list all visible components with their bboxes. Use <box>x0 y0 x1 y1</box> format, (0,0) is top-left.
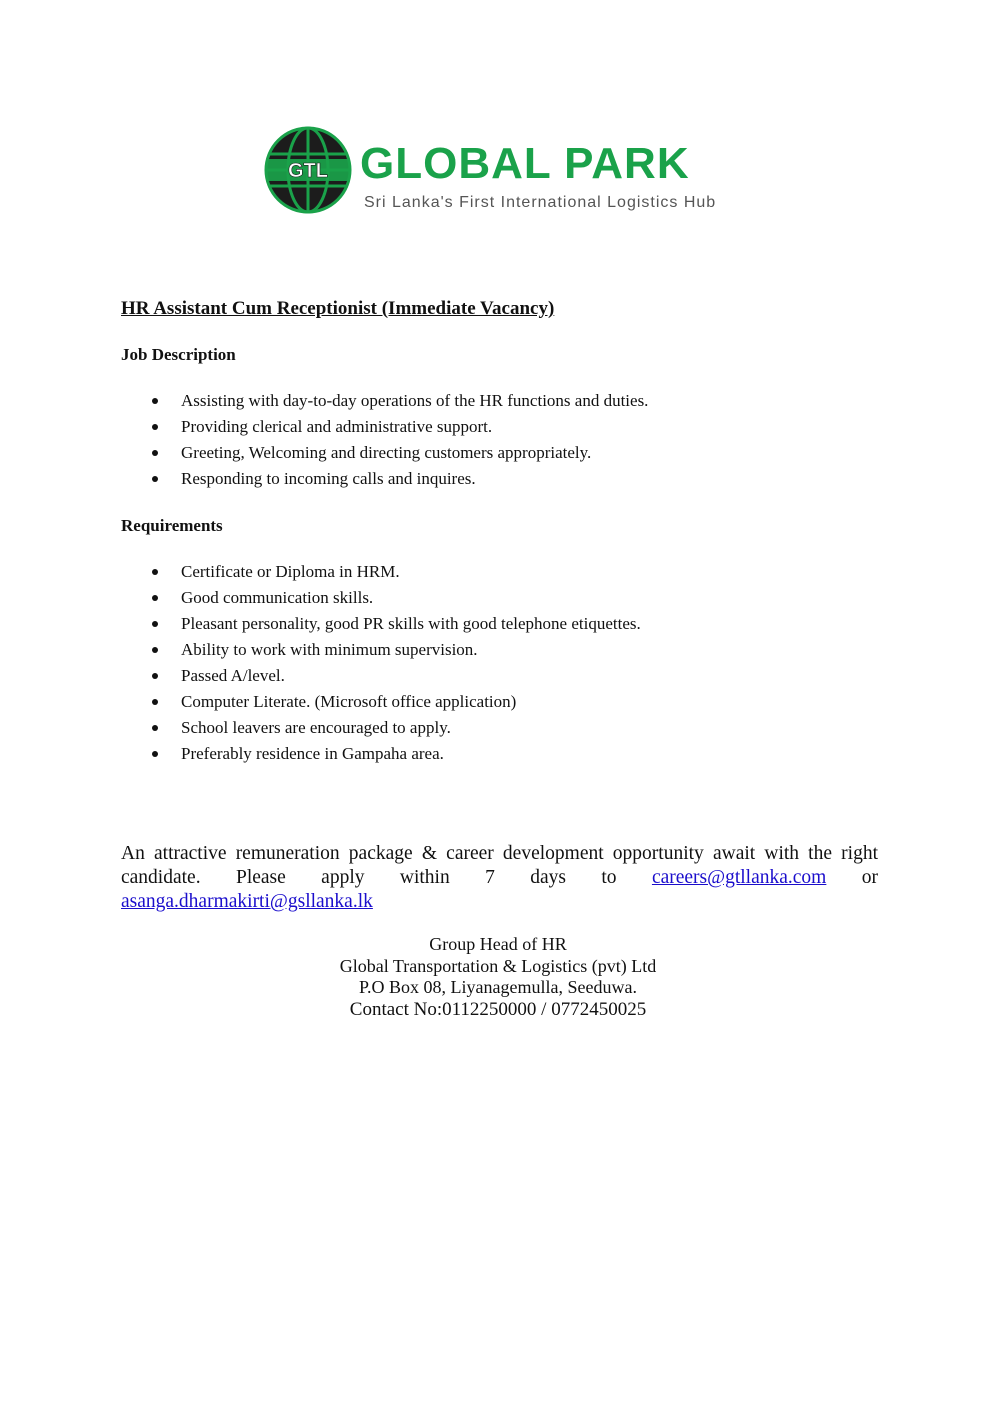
list-item: Responding to incoming calls and inquires. <box>150 466 648 492</box>
list-item: Certificate or Diploma in HRM. <box>150 559 641 585</box>
requirements-heading: Requirements <box>121 516 223 535</box>
list-item: Providing clerical and administrative support. <box>150 414 648 440</box>
bullet-icon <box>152 725 158 731</box>
svg-text:GTL: GTL <box>288 160 328 182</box>
bullet-icon <box>152 647 158 653</box>
closing-connector: or <box>826 867 878 888</box>
list-item: Assisting with day-to-day operations of the HR functions and duties. <box>150 388 648 414</box>
bullet-icon <box>152 621 158 627</box>
list-item: Greeting, Welcoming and directing customers appropriately. <box>150 440 648 466</box>
signature-block <box>0 934 996 1020</box>
closing-line-1: An attractive remuneration package & career development opportunity await with the right <box>121 843 878 864</box>
signature-address: P.O Box 08, Liyanagemulla, Seeduwa. <box>359 977 637 997</box>
bullet-icon <box>152 398 158 404</box>
list-item: Ability to work with minimum supervision. <box>150 637 641 663</box>
job-description-list <box>150 388 648 492</box>
logo-tagline: Sri Lanka's First International Logistics Hub <box>364 194 717 211</box>
bullet-icon <box>152 569 158 575</box>
globe-icon <box>262 124 354 216</box>
bullet-icon <box>152 476 158 482</box>
careers-email-link[interactable]: careers@gtllanka.com <box>651 867 827 888</box>
bullet-icon <box>152 450 158 456</box>
list-item: Good communication skills. <box>150 585 641 611</box>
company-logo <box>262 124 742 220</box>
bullet-icon <box>152 751 158 757</box>
list-item: Computer Literate. (Microsoft office application) <box>150 689 641 715</box>
list-item: Pleasant personality, good PR skills with good telephone etiquettes. <box>150 611 641 637</box>
bullet-icon <box>152 595 158 601</box>
list-item: School leavers are encouraged to apply. <box>150 715 641 741</box>
hr-email-link[interactable]: asanga.dharmakirti@gsllanka.lk <box>121 891 373 912</box>
bullet-icon <box>152 673 158 679</box>
logo-name: GLOBAL PARK <box>360 139 690 188</box>
signature-role: Group Head of HR <box>429 934 567 954</box>
signature-company: Global Transportation & Logistics (pvt) Ltd <box>339 955 657 976</box>
job-description-heading: Job Description <box>121 345 236 364</box>
requirements-list <box>150 559 641 767</box>
closing-paragraph <box>121 842 878 914</box>
bullet-icon <box>152 424 158 430</box>
list-item: Passed A/level. <box>150 663 641 689</box>
job-title: HR Assistant Cum Receptionist (Immediate Vacancy) <box>121 298 555 319</box>
list-item: Preferably residence in Gampaha area. <box>150 741 641 767</box>
bullet-icon <box>152 699 158 705</box>
closing-line-2: candidate. Please apply within 7 days to <box>121 867 652 888</box>
signature-contact: Contact No:0112250000 / 0772450025 <box>349 998 647 1020</box>
